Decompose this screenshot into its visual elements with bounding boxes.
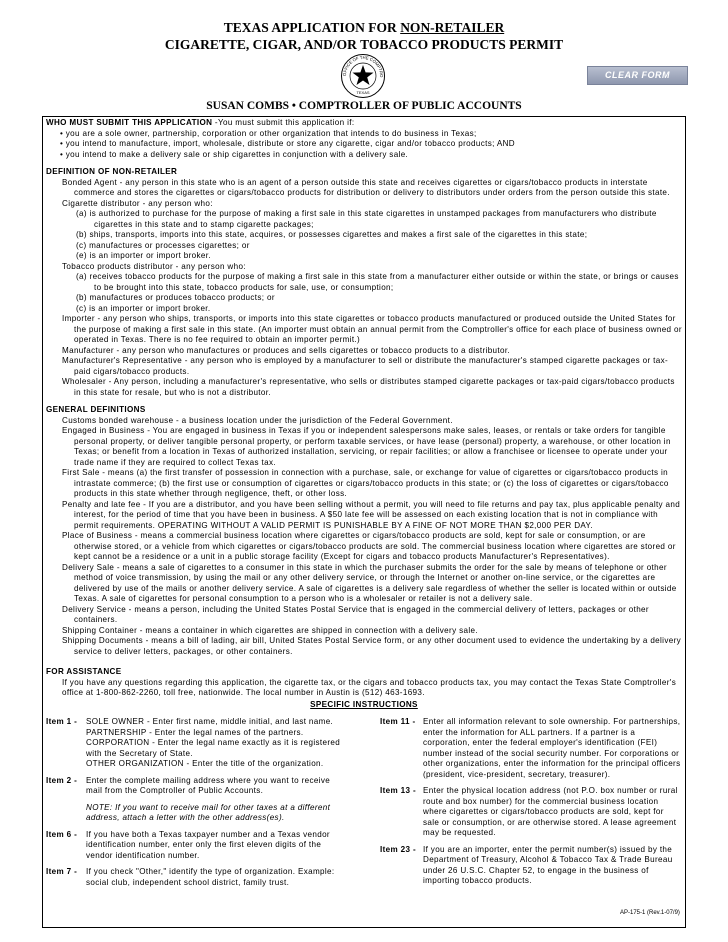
item-text [86,717,348,770]
instruction-item [380,845,682,887]
item-paragraph: If you are an importer, enter the permit number(s) issued by the Department of Treasury, Alcohol & Tobacco Tax & Trade Bureau under 26 U.S.C. Chapter 52, to engage in the business of importing tobacco products. [423,844,673,885]
item-label: Item 23 - [380,844,416,854]
definition-entry: (a) receives tobacco products for the purpose of making a first sale in this state from a manufacturer either outside or within the state, or brings or causes to be brought into this state, tobacco products for sale, use, or consumption; [76,272,679,292]
title-underlined: NON-RETAILER [400,20,505,35]
item-text [86,867,348,888]
who-section [46,118,682,160]
item-label: Item 1 - [46,717,78,726]
general-section [46,405,682,657]
assistance-text: If you have any questions regarding this application, the cigarette tax, or the cigars and tobacco products tax, you may contact the Texas State Comptroller's office at 1-800-862-2260, toll free, nationwide. The local number in Austin is (512) 463-1693. [62,677,677,697]
form-title-line2: CIGARETTE, CIGAR, AND/OR TOBACCO PRODUCTS PERMIT [164,37,564,52]
who-bullet: • you are a sole owner, partnership, corporation or other organization that intends to do business in Texas; [60,128,477,138]
definition-entry: (c) is an importer or import broker. [76,303,211,313]
general-entry: Shipping Documents - means a bill of lading, air bill, United States Postal Service form, or any other document used to evidence the undertaking by a delivery service to deliver letters, packages, or other containers. [62,636,682,656]
form-title: TEXAS APPLICATION FOR NON-RETAILER [223,20,505,35]
item-paragraph: CORPORATION - Enter the legal name exactly as it is registered with the Secretary of State. [86,738,341,758]
definition-entry: (a) is authorized to purchase for the purpose of making a first sale in this state cigarettes in unstamped packages from manufacturers who distribute cigarettes in this state and to stamp cigarette packages; [76,209,657,229]
definition-entry: (e) is an importer or import broker. [76,251,211,260]
definition-entry: Importer - any person who ships, transports, or imports into this state cigarettes or tobacco products manufactured or produced outside the United States for the purpose of making a first sale in this state. (An importer must obtain an annual permit from the Comptroller's office for each place of business owned or operated in Texas. There is no fee required to obtain an importer permit.) [62,314,682,344]
general-entry: Shipping Container - means a container in which cigarettes are shipped in connection with a delivery sale. [62,625,478,635]
item-text [86,776,348,824]
general-entry: Delivery Service - means a person, including the United States Postal Service that is engaged in the commercial delivery of letters, packages or other containers. [62,604,649,624]
assistance-section [46,667,682,699]
item-paragraph: Enter all information relevant to sole ownership. For partnerships, enter the information for ALL partners. If a partner is a corporation, enter the federal employer's identification (FEI) number instead of the social security number. For corporations or other organizations, enter the information for the principal officers (president, vice-president, secretary, treasurer). [423,717,681,779]
general-entry: Penalty and late fee - If you are a distributor, and you have been selling without a permit, you will need to file returns and pay tax, plus applicable penalty and interest, for the period of time that you have been in business. A $50 late fee will be assessed on each existing location that is not in compliance with permit requirements. OPERATING WITHOUT A VALID PERMIT IS PUNISHABLE BY A FINE OF NOT MORE THAN $2,000 PER DAY. [62,499,681,530]
item-text [423,786,682,839]
item-paragraph: Enter the complete mailing address where you want to receive mail from the Comptroller of Public Accounts. [86,775,331,795]
definition-section [46,167,682,398]
specific-instructions-heading: SPECIFIC INSTRUCTIONS [310,699,418,709]
instruction-item [380,717,682,780]
definition-entry: Cigarette distributor - any person who: [62,198,213,208]
item-paragraph: PARTNERSHIP - Enter the legal names of the partners. [86,727,304,737]
item-label: Item 7 - [46,867,78,876]
definition-entry: Bonded Agent - any person in this state who is an agent of a person outside this state and receives cigarettes or cigars/tobacco products in interstate commerce and stores the cigarettes or cigars/tobacco products for distribution or delivery to distributors under orders from the person outside this state. [62,177,670,197]
item-note: NOTE: If you want to receive mail for other taxes at a different address, attach a letter with the other address(es). [86,802,331,822]
who-intro: -You must submit this application if: [212,118,355,127]
clear-form-button[interactable]: CLEAR FORM [587,66,688,85]
instruction-item [46,717,348,770]
item-text [423,845,682,887]
item-paragraph: If you check "Other," identify the type of organization. Example: social club, independent school district, family trust. [86,867,335,887]
definition-entry: (b) manufactures or produces tobacco products; or [76,293,275,302]
general-entry: Engaged in Business - You are engaged in business in Texas if you or independent salespersons make sales, leases, or rentals or take orders for tangible personal property, or deliver tangible personal property, or perform taxable services, or have lease (personal) property, a warehouse, or other location in Texas; or benefit from a location in Texas of authorized installation, servicing, or repair facilities; or allow a franchisee or licensee to operate under your trade name if they are required to collect Texas tax. [62,426,671,467]
instruction-item [380,786,682,839]
definition-entry: (c) manufactures or processes cigarettes; or [76,240,250,250]
form-number: AP-175-1 (Rev.1-07/9) [620,910,680,916]
definition-heading: DEFINITION OF NON-RETAILER [46,167,178,176]
general-entry: Delivery Sale - means a sale of cigarettes to a consumer in this state in which the purchaser submits the order for the sale by means of telephone or other method of voice transmission, by using the mail or any other delivery service, or through the Internet or another on-line service, or the cigarettes are delivered by use of the mails or another delivery service. A sale of cigarettes is a delivery sale regardless of whether the seller is located within or outside Texas. A sale of cigarettes for personal consumption to a person who is a wholesaler or retailer is not a delivery sale. [62,562,677,603]
who-bullet: • you intend to make a delivery sale or ship cigarettes in conjunction with a delivery sale. [60,149,409,159]
comptroller-line: SUSAN COMBS • COMPTROLLER OF PUBLIC ACCOUNTS [206,100,522,112]
item-paragraph: Enter the physical location address (not P.O. box number or rural route and box number) for the commercial business location where cigarettes or cigars/tobacco products are sold, kept for sale or consumption, or are otherwise stored. A lease agreement may be requested. [423,786,678,837]
specific-instructions [46,717,682,894]
definition-entry: Manufacturer - any person who manufactures or produces and sells cigarettes or tobacco products to a distributor. [62,345,511,355]
who-heading: WHO MUST SUBMIT THIS APPLICATION [46,118,213,127]
svg-text:OFFICE OF THE COMPTROLLER: OFFICE OF THE COMPTRO [341,54,385,78]
item-paragraph: SOLE OWNER - Enter first name, middle initial, and last name. [86,717,334,726]
instruction-item [46,776,348,824]
item-text [423,717,682,780]
item-label: Item 13 - [380,786,416,795]
instruction-item [46,867,348,888]
instruction-item [46,830,348,862]
comptroller-seal-icon [340,53,386,99]
definition-entry: Manufacturer's Representative - any person who is employed by a manufacturer to sell or distribute the manufacturer's stamped cigarette packages or tax-paid cigars/tobacco products. [62,356,669,376]
item-text [86,830,348,862]
definition-entry: Tobacco products distributor - any person who: [62,261,246,271]
who-bullet: • you intend to manufacture, import, wholesale, distribute or store any cigarette, cigar and/or tobacco products; AND [60,139,515,148]
definition-entry: (b) ships, transports, imports into this state, acquires, or possesses cigarettes and makes a first sale of the cigarettes in this state; [76,230,588,239]
item-paragraph: If you have both a Texas taxpayer number and a Texas vendor identification number, enter only the first eleven digits of the vendor identification number. [86,829,330,860]
definition-entry: Wholesaler - Any person, including a manufacturer's representative, who sells or distributes stamped cigarette packages or tax-paid cigars/tobacco products in this state for resale, but who is not a distributor. [62,377,675,397]
assistance-heading: FOR ASSISTANCE [46,667,122,676]
item-label: Item 6 - [46,829,78,839]
general-entry: First Sale - means (a) the first transfer of possession in connection with a purchase, sale, or exchange for value of cigarettes or cigars/tobacco products in intrastate commerce; (b) the first use or consumption of cigarettes or cigars/tobacco products in this state; or (c) the loss of cigarettes or cigars/tobacco products in this state whether through negligence, theft, or other loss. [62,468,669,498]
general-entry: Place of Business - means a commercial business location where cigarettes or cigars/tobacco products are sold, kept for sale or consumption, or are otherwise stored, or a vehicle from which cigarettes or cigars/tobacco products are sold. The commercial business location where cigarettes are stored or kept cannot be a residence or a unit in a public storage facility (Except for cigars and tobacco products Manufacturer's Representatives). [62,531,676,561]
item-paragraph: OTHER ORGANIZATION - Enter the title of the organization. [86,759,324,768]
item-label: Item 2 - [46,775,78,785]
general-entry: Customs bonded warehouse - a business location under the jurisdiction of the Federal Government. [62,415,453,425]
general-heading: GENERAL DEFINITIONS [46,405,146,414]
item-label: Item 11 - [380,717,416,726]
instructions-content [46,118,682,894]
svg-text:TEXAS: TEXAS [356,90,370,95]
